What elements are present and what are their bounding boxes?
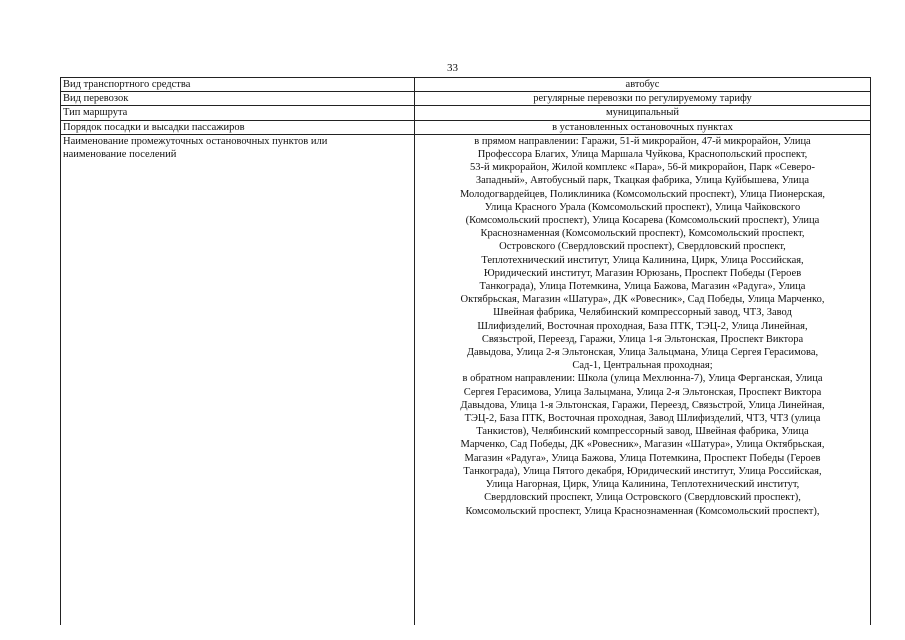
stops-text-line: ТЭЦ-2, База ПТК, Восточная проходная, Завод Шлифизделий, ЧТЗ, ЧТЗ (улица	[464, 413, 821, 425]
stops-text-line: Сергея Герасимова, Улица Зальцмана, Улица 2-я Эльтонская, Проспект Виктора	[463, 386, 822, 398]
table-row	[61, 134, 871, 625]
stops-text-line: Марченко, Сад Победы, ДК «Ровесник», Магазин «Шатура», Улица Октябрьская,	[460, 439, 825, 451]
stops-text-line: Теплотехнический институт, Улица Калинина, Цирк, Улица Российская,	[481, 254, 804, 266]
page-number: 33	[447, 62, 458, 74]
stops-text-line: Танкистов), Челябинский компрессорный завод, Швейная фабрика, Улица	[476, 426, 809, 438]
table-row	[61, 92, 871, 106]
row-label-boarding-order: Порядок посадки и высадки пассажиров	[61, 120, 415, 134]
row-label-route-type: Тип маршрута	[61, 106, 415, 120]
stops-text-line: Комсомольский проспект, Улица Краснознаменная (Комсомольский проспект),	[465, 505, 820, 517]
row-label-intermediate-stops	[61, 134, 415, 625]
table-row	[61, 120, 871, 134]
stops-text-line: Давыдова, Улица 2-я Эльтонская, Улица Зальцмана, Улица Сергея Герасимова,	[466, 347, 819, 359]
stops-text-line: Танкограда), Улица Потемкина, Улица Бажова, Магазин «Радуга», Улица	[479, 281, 806, 293]
route-info-table	[60, 77, 871, 625]
row-value-intermediate-stops	[415, 134, 871, 625]
stops-text-line: Связьстрой, Переезд, Гаражи, Улица 1-я Эльтонская, Проспект Виктора	[481, 333, 804, 345]
stops-text-line: Краснознаменная (Комсомольский проспект), Комсомольский проспект,	[480, 228, 805, 240]
row-label-vehicle-type: Вид транспортного средства	[61, 78, 415, 92]
table-row	[61, 106, 871, 120]
stops-text-line: Свердловский проспект, Улица Островского (Свердловский проспект),	[484, 492, 801, 504]
table-row	[61, 78, 871, 92]
stops-text-line: Западный», Автобусный парк, Ткацкая фабрика, Улица Куйбышева, Улица	[475, 175, 810, 187]
stops-text-line: Танкограда), Улица Пятого декабря, Юридический институт, Улица Российская,	[463, 465, 822, 477]
stops-text-line: 53-й микрорайон, Жилой комплекс «Пара», 56-й микрорайон, Парк «Северо-	[470, 162, 815, 174]
stops-text-line: Молодогвардейцев, Поликлиника (Комсомольский проспект), Улица Пионерская,	[459, 188, 826, 200]
stops-text-line: в обратном направлении: Школа (улица Мехлюнна-7), Улица Ферганская, Улица	[462, 373, 823, 385]
stops-text-line: Швейная фабрика, Челябинский компрессорный завод, ЧТЗ, Завод	[493, 307, 792, 319]
row-value-boarding-order: в установленных остановочных пунктах	[415, 120, 871, 134]
row-label-transport-kind: Вид перевозок	[61, 92, 415, 106]
stops-text-line: Магазин «Радуга», Улица Бажова, Улица Потемкина, Проспект Победы (Героев	[464, 452, 821, 464]
stops-text-line: Юридический институт, Магазин Юрюзань, Проспект Победы (Героев	[483, 267, 802, 279]
stops-text-line: Шлифизделий, Восточная проходная, База ПТК, ТЭЦ-2, Улица Линейная,	[477, 320, 808, 332]
row-value-route-type: муниципальный	[415, 106, 871, 120]
label-line: Наименование промежуточных остановочных пунктов или	[63, 135, 328, 147]
stops-text-line: Улица Нагорная, Цирк, Улица Калинина, Теплотехнический институт,	[485, 479, 800, 491]
row-value-transport-kind: регулярные перевозки по регулируемому тарифу	[415, 92, 871, 106]
stops-text-line: в прямом направлении: Гаражи, 51-й микрорайон, 47-й микрорайон, Улица	[474, 135, 811, 147]
stops-text-line: (Комсомольский проспект), Улица Косарева (Комсомольский проспект), Улица	[465, 215, 820, 227]
stops-text-line: Островского (Свердловский проспект), Свердловский проспект,	[499, 241, 786, 253]
stops-text-line: Давыдова, Улица 1-я Эльтонская, Гаражи, Переезд, Связьстрой, Улица Линейная,	[460, 399, 825, 411]
stops-text-line: Профессора Благих, Улица Маршала Чуйкова, Краснопольский проспект,	[477, 149, 808, 161]
stops-text-line: Улица Красного Урала (Комсомольский проспект), Улица Чайковского	[484, 201, 801, 213]
label-line: наименование поселений	[63, 149, 177, 161]
stops-text-line: Октябрьская, Магазин «Шатура», ДК «Ровесник», Сад Победы, Улица Марченко,	[460, 294, 825, 306]
stops-text-line: Сад-1, Центральная проходная;	[572, 360, 713, 372]
row-value-vehicle-type: автобус	[415, 78, 871, 92]
